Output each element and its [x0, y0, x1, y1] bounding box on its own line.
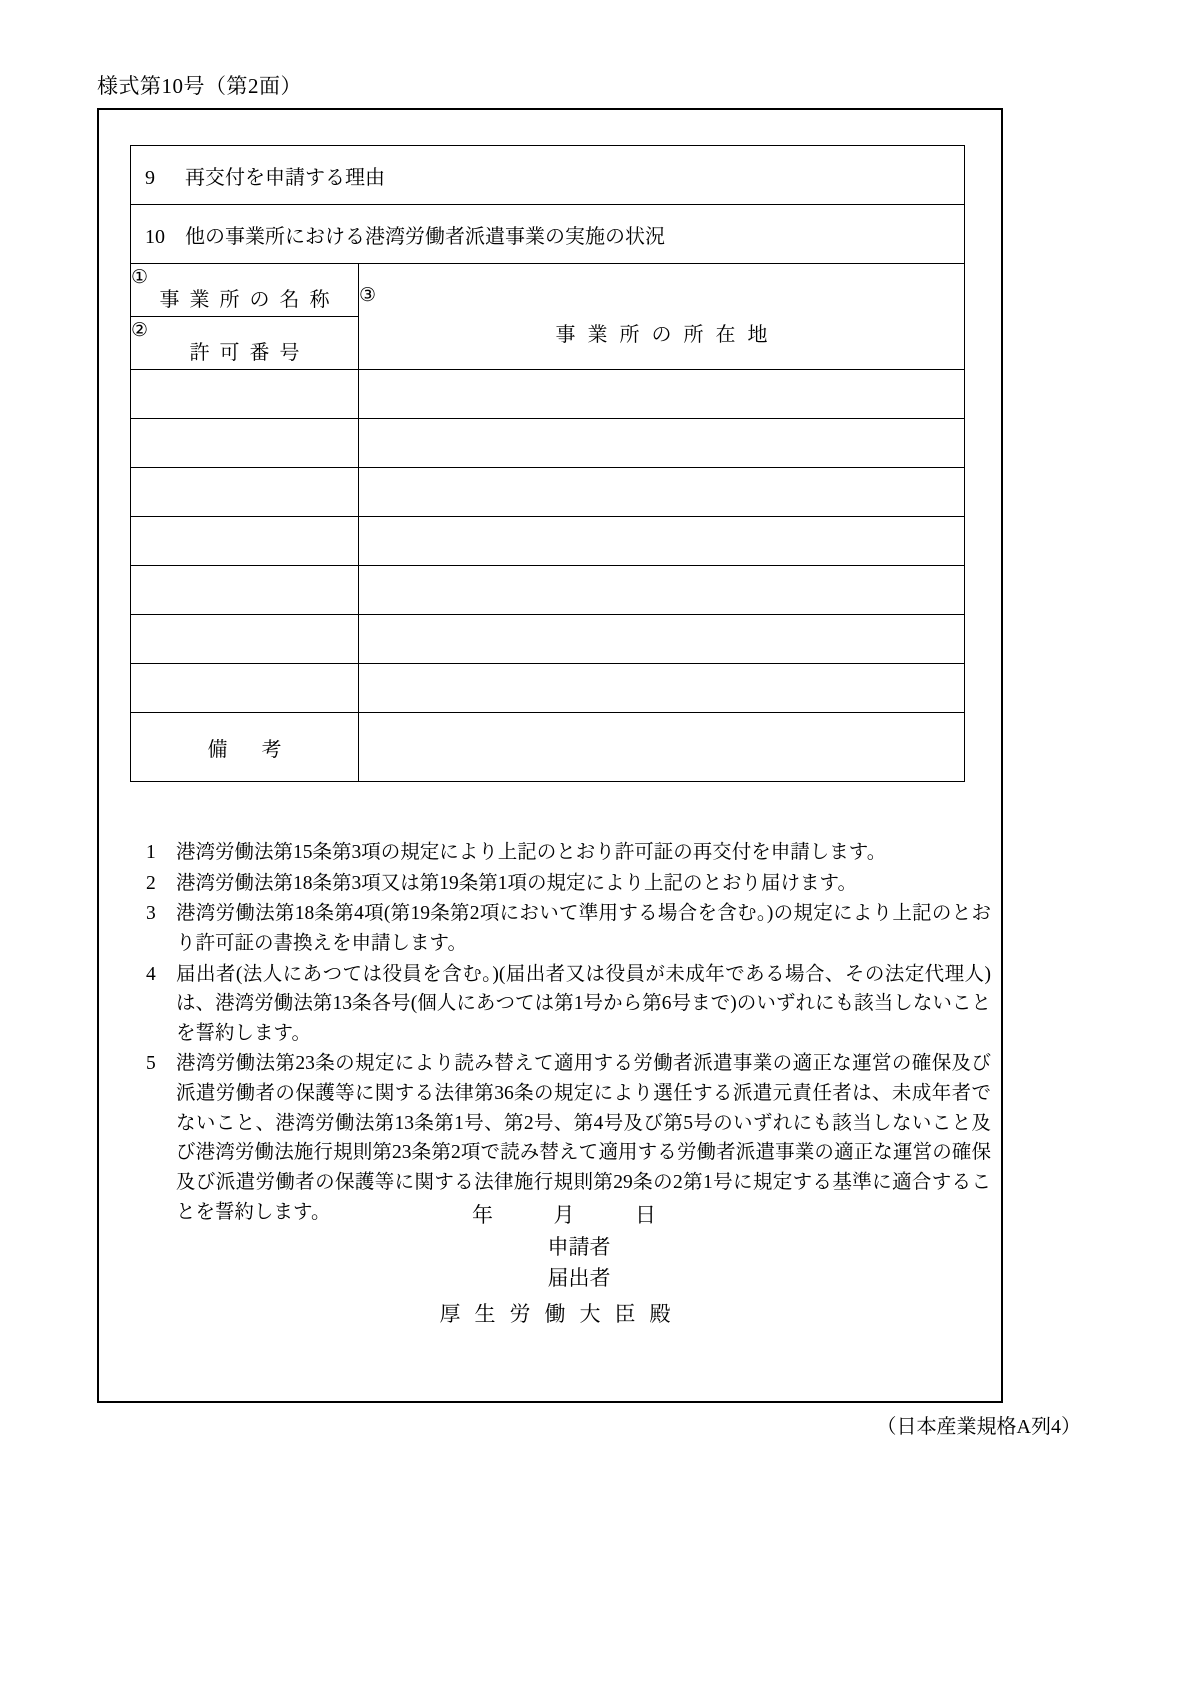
year-label: 年	[472, 1203, 495, 1227]
section-9-row	[131, 146, 965, 205]
section-10-number: 10	[145, 225, 165, 248]
cell-office-info[interactable]	[131, 468, 359, 517]
declaration-number: 5	[146, 1053, 156, 1075]
declaration-text: 港湾労働法第18条第3項又は第19条第1項の規定により上記のとおり届けます。	[176, 872, 857, 894]
declaration-item-3	[146, 899, 991, 958]
section-10-row	[131, 205, 965, 264]
header-cell-permit-number	[131, 317, 359, 370]
cell-office-info[interactable]	[131, 517, 359, 566]
cell-office-info[interactable]	[131, 370, 359, 419]
cell-office-address[interactable]	[359, 517, 965, 566]
table-row	[131, 664, 965, 713]
declaration-text: 港湾労働法第18条第4項(第19条第2項において準用する場合を含む。)の規定により上記のとおり許可証の書換えを申請します。	[176, 903, 991, 954]
remarks-row	[131, 713, 965, 782]
cell-office-address[interactable]	[359, 419, 965, 468]
table-header-row-name	[131, 264, 965, 317]
declaration-item-4	[146, 960, 991, 1049]
header-cell-office-name	[131, 264, 359, 317]
declarations-list	[146, 838, 991, 1228]
declaration-item-1	[146, 838, 991, 868]
main-form-table	[130, 145, 965, 782]
header-label-office-name: 事業所の名称	[159, 289, 340, 312]
declaration-item-2	[146, 869, 991, 899]
form-number-label: 様式第10号（第2面）	[97, 74, 302, 98]
table-row	[131, 370, 965, 419]
table-row	[131, 419, 965, 468]
section-9-number: 9	[145, 166, 155, 189]
notifier-line[interactable]: 届出者	[547, 1266, 611, 1290]
minister-addressee: 厚生労働大臣殿	[439, 1301, 685, 1326]
declaration-text: 届出者(法人にあつては役員を含む。)(届出者又は役員が未成年である場合、その法定代理人)は、港湾労働法第13条各号(個人にあつては第1号から第6号まで)のいずれにも該当しないことを誓約します。	[176, 963, 991, 1044]
declaration-text: 港湾労働法第23条の規定により読み替えて適用する労働者派遣事業の適正な運営の確保及び派遣労働者の保護等に関する法律第36条の規定により選任する派遣元責任者は、未成年者でないこと、港湾労働法第13条第1号、第2号、第4号及び第5号のいずれにも該当しないこと及び港湾労働法施行規則第23条第2項で読み替えて適用する労働者派遣事業の適正な運営の確保及び派遣労働者の保護等に関する法律施行規則第29条の2第1号に規定する基準に適合することを誓約します。	[176, 1053, 991, 1223]
cell-office-address[interactable]	[359, 468, 965, 517]
remarks-value-cell[interactable]	[359, 713, 965, 782]
declaration-number: 4	[146, 963, 156, 985]
remarks-label-cell	[131, 713, 359, 782]
table-row	[131, 468, 965, 517]
remarks-label: 備考	[207, 738, 316, 761]
cell-office-address[interactable]	[359, 664, 965, 713]
section-9-cell[interactable]	[131, 146, 965, 205]
table-row	[131, 615, 965, 664]
marker-3-icon: ③	[359, 285, 377, 307]
cell-office-address[interactable]	[359, 566, 965, 615]
day-label: 日	[635, 1203, 658, 1227]
cell-office-address[interactable]	[359, 615, 965, 664]
declaration-number: 1	[146, 842, 156, 863]
marker-2-icon: ②	[131, 319, 149, 341]
marker-1-icon: ①	[131, 266, 149, 288]
header-label-office-address: 事業所の所在地	[555, 323, 780, 346]
cell-office-info[interactable]	[131, 419, 359, 468]
cell-office-info[interactable]	[131, 615, 359, 664]
applicant-line[interactable]: 申請者	[547, 1234, 611, 1259]
month-label: 月	[553, 1203, 577, 1227]
declaration-number: 3	[146, 903, 156, 925]
date-line[interactable]	[97, 1200, 1003, 1232]
cell-office-info[interactable]	[131, 566, 359, 615]
paper-size-note: （日本産業規格A列4）	[876, 1416, 1081, 1438]
section-9-title: 再交付を申請する理由	[185, 166, 385, 189]
table-row	[131, 566, 965, 615]
signature-block	[97, 1200, 1003, 1330]
declaration-number: 2	[146, 872, 156, 894]
declaration-text: 港湾労働法第15条第3項の規定により上記のとおり許可証の再交付を申請します。	[176, 842, 887, 863]
header-label-permit-number: 許可番号	[189, 342, 310, 365]
cell-office-info[interactable]	[131, 664, 359, 713]
table-row	[131, 517, 965, 566]
section-10-title: 他の事業所における港湾労働者派遣事業の実施の状況	[185, 225, 665, 248]
cell-office-address[interactable]	[359, 370, 965, 419]
section-10-cell	[131, 205, 965, 264]
header-cell-office-address	[359, 264, 965, 370]
